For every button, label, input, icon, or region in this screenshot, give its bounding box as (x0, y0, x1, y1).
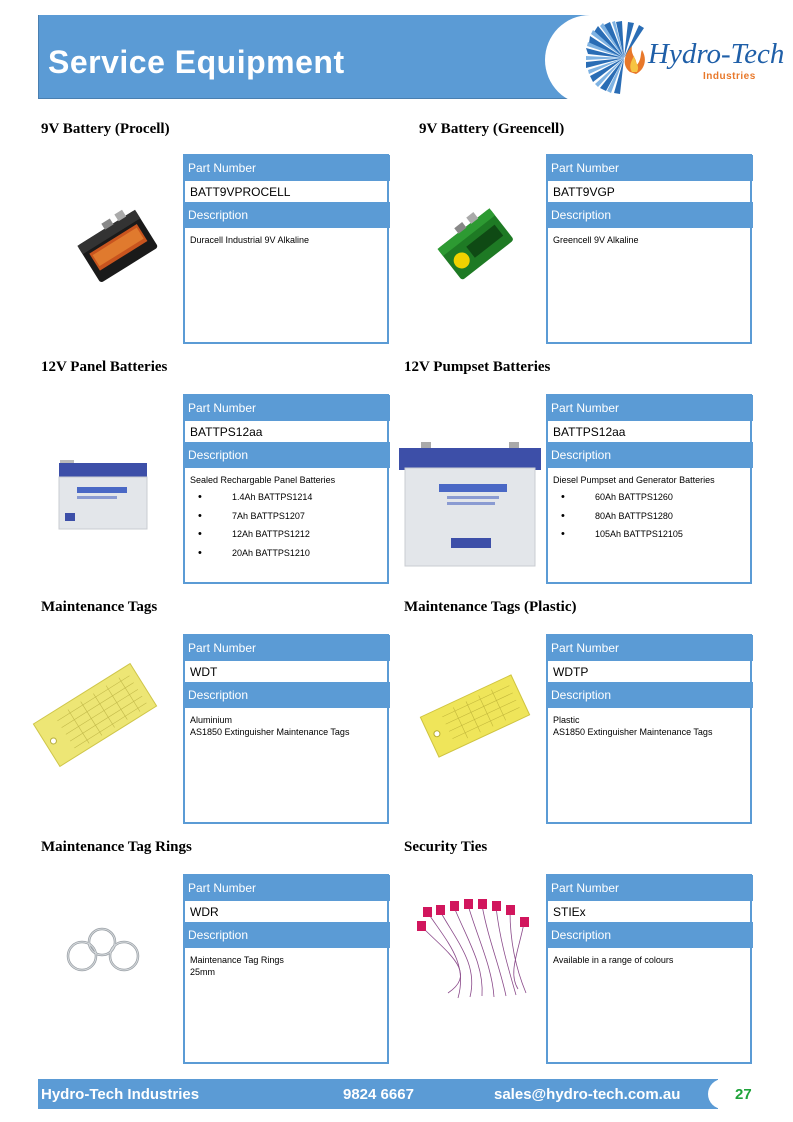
list-item: • 20Ah BATTPS1210 (190, 544, 382, 563)
part-number-label: Part Number (546, 155, 753, 181)
description-label: Description (546, 442, 753, 468)
section-heading-maintenance-tags-plastic: Maintenance Tags (Plastic) (404, 599, 577, 615)
description-line: Greencell 9V Alkaline (553, 235, 639, 245)
section-heading-9v-greencell: 9V Battery (Greencell) (419, 121, 565, 137)
description-line: Maintenance Tag Rings (190, 955, 284, 965)
product-card-12v-panel (183, 394, 389, 584)
section-heading-security-ties: Security Ties (404, 839, 488, 855)
list-item: • 105Ah BATTPS12105 (553, 525, 745, 544)
aluminium-tag-image (20, 660, 170, 770)
part-number-label: Part Number (183, 395, 390, 421)
product-card-9v-procell (183, 154, 389, 344)
description-text (185, 708, 387, 738)
part-number-label: Part Number (183, 155, 390, 181)
description-text (548, 228, 750, 246)
part-number-label: Part Number (183, 635, 390, 661)
description-line: Aluminium (190, 715, 233, 725)
description-label: Description (183, 442, 390, 468)
description-line: AS1850 Extinguisher Maintenance Tags (553, 727, 713, 737)
logo-wordmark: Hydro-Tech (648, 38, 785, 70)
part-number-value: WDTP (553, 665, 589, 679)
part-number-value: BATT9VGP (553, 185, 615, 199)
description-line: AS1850 Extinguisher Maintenance Tags (190, 727, 350, 737)
part-number-value: STIEx (553, 905, 586, 919)
panel-battery-image (55, 455, 155, 535)
part-number-value: WDT (190, 665, 218, 679)
description-text (185, 228, 387, 246)
description-text (548, 468, 750, 544)
product-card-maintenance-tags-plastic (546, 634, 752, 824)
description-label: Description (546, 682, 753, 708)
description-label: Description (183, 202, 390, 228)
list-item: • 12Ah BATTPS1212 (190, 525, 382, 544)
model-list (190, 488, 382, 562)
part-number-value: WDR (190, 905, 219, 919)
description-line: Sealed Rechargable Panel Batteries (190, 475, 336, 485)
page-number-badge (708, 1079, 760, 1109)
description-line: Duracell Industrial 9V Alkaline (190, 235, 310, 245)
product-card-12v-pumpset (546, 394, 752, 584)
page-number: 27 (735, 1086, 752, 1103)
description-text (185, 948, 387, 978)
part-number-label: Part Number (183, 875, 390, 901)
pumpset-battery-image (395, 440, 545, 570)
part-number-label: Part Number (546, 635, 753, 661)
product-card-tag-rings (183, 874, 389, 1064)
plastic-tag-image (413, 672, 538, 760)
description-line: Available in a range of colours (553, 955, 674, 965)
logo-subtext: Industries (703, 71, 756, 82)
security-ties-image (408, 893, 543, 1003)
footer-company: Hydro-Tech Industries (41, 1086, 200, 1103)
part-number-label: Part Number (546, 395, 753, 421)
list-item: • 1.4Ah BATTPS1214 (190, 488, 382, 507)
section-heading-tag-rings: Maintenance Tag Rings (41, 839, 192, 855)
footer-phone: 9824 6667 (343, 1086, 414, 1103)
description-text (548, 948, 750, 966)
description-text (185, 468, 387, 562)
product-card-security-ties (546, 874, 752, 1064)
part-number-value: BATT9VPROCELL (190, 185, 291, 199)
description-line: Plastic (553, 715, 580, 725)
greencell-9v-battery-image (425, 203, 525, 283)
description-line: Diesel Pumpset and Generator Batteries (553, 475, 715, 485)
part-number-value: BATTPS12aa (190, 425, 263, 439)
description-label: Description (183, 682, 390, 708)
part-number-value: BATTPS12aa (553, 425, 626, 439)
description-line: 25mm (190, 967, 216, 977)
product-card-maintenance-tags (183, 634, 389, 824)
part-number-label: Part Number (546, 875, 753, 901)
list-item: • 60Ah BATTPS1260 (553, 488, 745, 507)
section-heading-12v-pumpset: 12V Pumpset Batteries (404, 359, 551, 375)
model-list (553, 488, 745, 544)
description-label: Description (546, 202, 753, 228)
section-heading-9v-procell: 9V Battery (Procell) (41, 121, 170, 137)
list-item: • 7Ah BATTPS1207 (190, 507, 382, 526)
product-card-9v-greencell (546, 154, 752, 344)
description-text (548, 708, 750, 738)
section-heading-maintenance-tags: Maintenance Tags (41, 599, 158, 615)
section-heading-12v-panel: 12V Panel Batteries (41, 359, 168, 375)
description-label: Description (546, 922, 753, 948)
footer-email: sales@hydro-tech.com.au (494, 1086, 681, 1103)
list-item: • 80Ah BATTPS1280 (553, 507, 745, 526)
description-label: Description (183, 922, 390, 948)
tag-rings-image (58, 922, 148, 982)
page-title: Service Equipment (48, 44, 345, 80)
procell-9v-battery-image (70, 205, 165, 285)
